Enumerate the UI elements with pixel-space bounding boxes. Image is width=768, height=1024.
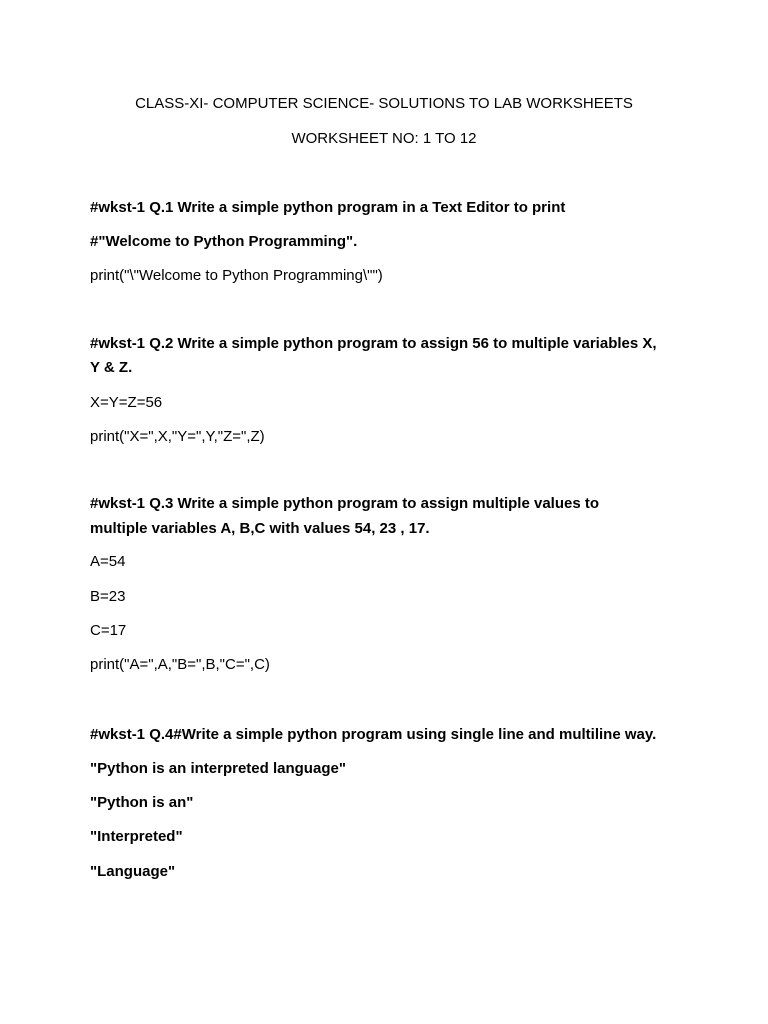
q3-code-line: print("A=",A,"B=",B,"C=",C) (90, 656, 270, 673)
q3-question-line1: #wkst-1 Q.3 Write a simple python program to assign multiple values to (90, 495, 600, 512)
q4-text-line: "Language" (90, 863, 176, 880)
q1-code-line: print("\"Welcome to Python Programming\"") (90, 267, 383, 284)
q4-question-line1: #wkst-1 Q.4#Write a simple python program using single line and multiline way. (90, 726, 657, 743)
q3-code-line: B=23 (90, 588, 126, 605)
q2-question-line1: #wkst-1 Q.2 Write a simple python program to assign 56 to multiple variables X, (90, 335, 657, 352)
q4-text-line: "Python is an" (90, 794, 194, 811)
q3-code-line: C=17 (90, 622, 127, 639)
q4-text-line: "Python is an interpreted language" (90, 760, 346, 777)
q2-question-line2: Y & Z. (90, 359, 133, 376)
q3-question-line2: multiple variables A, B,C with values 54, 23 , 17. (90, 520, 430, 537)
q4-text-line: "Interpreted" (90, 828, 183, 845)
q2-code-line: print("X=",X,"Y=",Y,"Z=",Z) (90, 428, 265, 445)
q3-code-line: A=54 (90, 553, 126, 570)
q1-question-line2: #"Welcome to Python Programming". (90, 233, 358, 250)
document-title: CLASS-XI- COMPUTER SCIENCE- SOLUTIONS TO LAB WORKSHEETS (135, 95, 633, 112)
document-subtitle: WORKSHEET NO: 1 TO 12 (291, 130, 477, 147)
q2-code-line: X=Y=Z=56 (90, 394, 163, 411)
q1-question-line1: #wkst-1 Q.1 Write a simple python program in a Text Editor to print (90, 199, 566, 216)
